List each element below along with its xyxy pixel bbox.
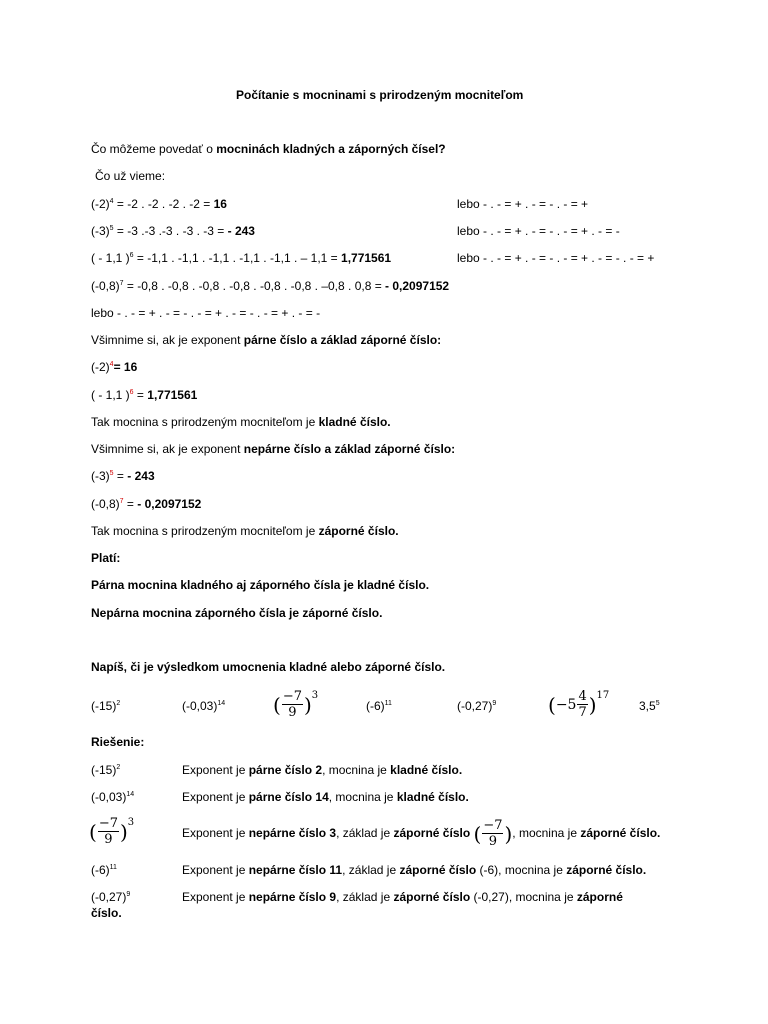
solution-3-inline-numerator: −7 [483, 818, 503, 834]
odd-example-1 [91, 468, 155, 484]
paren-left: ( [473, 821, 482, 846]
solution-5-b2: záporné číslo [393, 890, 471, 904]
example-1-sign-rule: lebo - . - = + . - = - . - = + [457, 197, 589, 211]
example-4-sign-rule: lebo - . - = + . - = - . - = + . - = - . - = + . - = - [91, 306, 321, 320]
solution-4-b1: nepárne číslo 11 [248, 863, 343, 877]
task-item-3-numerator: −7 [282, 689, 302, 705]
odd-example-1-base: (-3) [91, 469, 110, 483]
solution-3-b3: záporné číslo. [580, 826, 661, 840]
paren-left: ( [548, 692, 556, 717]
example-1-exponent: 4 [109, 198, 114, 205]
example-2-base: (-3) [91, 224, 110, 238]
paren-left: ( [273, 692, 281, 717]
solution-2-t2: , mocnina je [328, 790, 397, 804]
even-example-1-result: = 16 [113, 360, 138, 374]
solution-2-expression [91, 789, 134, 805]
solution-3-text [182, 815, 660, 852]
solution-1-t1: Exponent je [182, 763, 249, 777]
solution-3-expression [89, 815, 134, 847]
solution-1-base: (-15) [91, 763, 117, 777]
solution-3-inline-fraction [482, 818, 503, 849]
rule-heading: Platí: [91, 551, 121, 565]
task-item-5-exponent: 9 [492, 700, 497, 707]
even-conclusion-text: Tak mocnina s prirodzeným mocniteľom je [91, 415, 319, 429]
task-item-7-base: 3,5 [639, 699, 656, 713]
solution-3-t2: , základ je [336, 826, 394, 840]
task-item-1-base: (-15) [91, 699, 117, 713]
even-example-2-equals: = [133, 388, 148, 402]
paren-right: ) [303, 692, 312, 717]
odd-example-2-exponent: 7 [119, 498, 124, 505]
solution-4-t1: Exponent je [182, 863, 249, 877]
intro-question [91, 141, 446, 157]
example-4-result: - 0,2097152 [385, 279, 450, 293]
solution-1-t2: , mocnina je [322, 763, 391, 777]
even-observation-text: Všimnime si, ak je exponent [91, 333, 244, 347]
solution-2-b1: párne číslo 14 [248, 790, 329, 804]
solution-4-b3: záporné číslo. [566, 863, 647, 877]
solution-1-exponent: 2 [116, 764, 121, 771]
solution-5-text [182, 889, 623, 905]
even-example-2-exponent: 6 [129, 389, 134, 396]
solution-5-expression [91, 889, 130, 905]
solution-3-b2: záporné číslo [393, 826, 471, 840]
task-item-6-exponent: 17 [596, 690, 610, 701]
odd-example-2-base: (-0,8) [91, 497, 120, 511]
task-item-6-fraction [577, 689, 587, 720]
odd-observation [91, 441, 455, 457]
example-3-expansion: = -1,1 . -1,1 . -1,1 . -1,1 . -1,1 . – 1,1 = [133, 251, 342, 265]
odd-observation-text: Všimnime si, ak je exponent [91, 442, 244, 456]
odd-conclusion [91, 523, 399, 539]
example-3-result: 1,771561 [341, 251, 392, 265]
task-prompt: Napíš, či je výsledkom umocnenia kladné alebo záporné číslo. [91, 660, 446, 674]
solution-5-wrap: číslo. [91, 906, 122, 920]
example-2-sign-rule: lebo - . - = + . - = - . - = + . - = - [457, 224, 620, 238]
task-item-2-exponent: 14 [217, 700, 226, 707]
solution-2-exponent: 14 [126, 791, 135, 798]
solution-1-b1: párne číslo 2 [248, 763, 323, 777]
even-example-2-base: ( - 1,1 ) [91, 388, 130, 402]
task-item-6-numerator: 4 [578, 689, 587, 705]
even-example-1-exponent: 4 [109, 361, 114, 368]
task-item-3 [273, 688, 318, 720]
example-1 [91, 196, 227, 212]
solution-3-b1: nepárne číslo 3 [248, 826, 337, 840]
odd-conclusion-text: Tak mocnina s prirodzeným mocniteľom je [91, 524, 319, 538]
odd-conclusion-bold: záporné číslo. [318, 524, 399, 538]
solution-5-b1: nepárne číslo 9 [248, 890, 337, 904]
even-example-1 [91, 359, 137, 375]
solution-2-base: (-0,03) [91, 790, 127, 804]
even-conclusion-bold: kladné číslo. [318, 415, 391, 429]
solution-4-t3: (-6), mocnina je [476, 863, 567, 877]
solution-4-expression [91, 862, 117, 878]
solution-4-base: (-6) [91, 863, 110, 877]
solution-4-exponent: 11 [109, 864, 117, 871]
solution-2-t1: Exponent je [182, 790, 249, 804]
task-item-6-denominator: 7 [578, 705, 587, 721]
solution-heading: Riešenie: [91, 735, 145, 749]
solution-4-b2: záporné číslo [399, 863, 477, 877]
even-conclusion [91, 414, 391, 430]
example-1-result: 16 [213, 197, 227, 211]
paren-left: ( [89, 819, 97, 844]
solution-3-inline-denominator: 9 [488, 834, 498, 850]
solution-3-fraction [98, 816, 119, 847]
task-item-7-exponent: 5 [655, 700, 660, 707]
odd-example-1-equals: = [113, 469, 128, 483]
paren-right: ) [504, 821, 513, 846]
solution-3-t1: Exponent je [182, 826, 249, 840]
paren-right: ) [119, 819, 128, 844]
task-item-1 [91, 698, 120, 714]
solution-1-b2: kladné číslo. [390, 763, 463, 777]
solution-5-t2: , základ je [336, 890, 394, 904]
example-3-sign-rule: lebo - . - = + . - = - . - = + . - = - . - = + [457, 251, 655, 265]
task-item-2-base: (-0,03) [182, 699, 218, 713]
solution-5-b3: záporné [576, 890, 623, 904]
solution-5-t1: Exponent je [182, 890, 249, 904]
intro-question-text: Čo môžeme povedať o [91, 142, 217, 156]
solution-4-text [182, 862, 646, 878]
solution-5-base: (-0,27) [91, 890, 127, 904]
odd-observation-bold: nepárne číslo a základ záporné číslo: [243, 442, 456, 456]
solution-3-denominator: 9 [104, 832, 113, 848]
even-observation [91, 332, 441, 348]
intro-question-bold: mocninách kladných a záporných čísel? [216, 142, 446, 156]
solution-3-exponent: 3 [127, 817, 135, 828]
rule-even: Párna mocnina kladného aj záporného čísla je kladné číslo. [91, 578, 430, 592]
odd-example-2-result: - 0,2097152 [137, 497, 202, 511]
solution-3-numerator: −7 [98, 816, 118, 832]
example-3-exponent: 6 [129, 252, 134, 259]
task-item-3-fraction [282, 689, 303, 720]
task-item-4-exponent: 11 [384, 700, 392, 707]
task-item-3-denominator: 9 [288, 705, 297, 721]
odd-example-1-exponent: 5 [109, 470, 114, 477]
paren-right: ) [588, 692, 597, 717]
solution-5-t3: (-0,27), mocnina je [470, 890, 577, 904]
odd-example-2-equals: = [123, 497, 138, 511]
example-4-exponent: 7 [119, 280, 124, 287]
example-3-base: ( - 1,1 ) [91, 251, 130, 265]
page-title: Počítanie s mocninami s prirodzeným mocniteľom [236, 88, 524, 102]
example-1-expansion: = -2 . -2 . -2 . -2 = [113, 197, 214, 211]
example-4-base: (-0,8) [91, 279, 120, 293]
solution-1-expression [91, 762, 120, 778]
even-example-2 [91, 387, 197, 403]
task-item-4-base: (-6) [366, 699, 385, 713]
solution-4-t2: , základ je [342, 863, 400, 877]
example-2 [91, 223, 255, 239]
example-3 [91, 250, 391, 266]
odd-example-1-result: - 243 [127, 469, 155, 483]
even-observation-bold: párne číslo a základ záporné číslo: [243, 333, 442, 347]
task-item-3-exponent: 3 [311, 690, 319, 701]
example-4-expansion: = -0,8 . -0,8 . -0,8 . -0,8 . -0,8 . -0,8 . –0,8 . 0,8 = [123, 279, 386, 293]
example-2-result: - 243 [227, 224, 255, 238]
odd-example-2 [91, 496, 201, 512]
task-item-6-whole: −5 [555, 696, 577, 713]
task-item-5 [457, 698, 496, 714]
solution-2-text [182, 789, 469, 805]
solution-1-text [182, 762, 462, 778]
example-2-exponent: 5 [109, 225, 114, 232]
known-heading: Čo už vieme: [95, 169, 166, 183]
example-1-base: (-2) [91, 197, 110, 211]
task-item-5-base: (-0,27) [457, 699, 493, 713]
task-item-6 [548, 688, 609, 720]
solution-2-b2: kladné číslo. [396, 790, 469, 804]
rule-odd: Nepárna mocnina záporného čísla je záporné číslo. [91, 606, 383, 620]
task-item-7 [639, 698, 660, 714]
example-4 [91, 278, 449, 294]
task-item-2 [182, 698, 225, 714]
even-example-1-base: (-2) [91, 360, 110, 374]
solution-5-exponent: 9 [126, 891, 131, 898]
solution-3-t3: , mocnina je [512, 826, 581, 840]
example-2-expansion: = -3 .-3 .-3 . -3 . -3 = [113, 224, 228, 238]
task-item-1-exponent: 2 [116, 700, 121, 707]
even-example-2-result: 1,771561 [147, 388, 198, 402]
task-item-4 [366, 698, 392, 714]
